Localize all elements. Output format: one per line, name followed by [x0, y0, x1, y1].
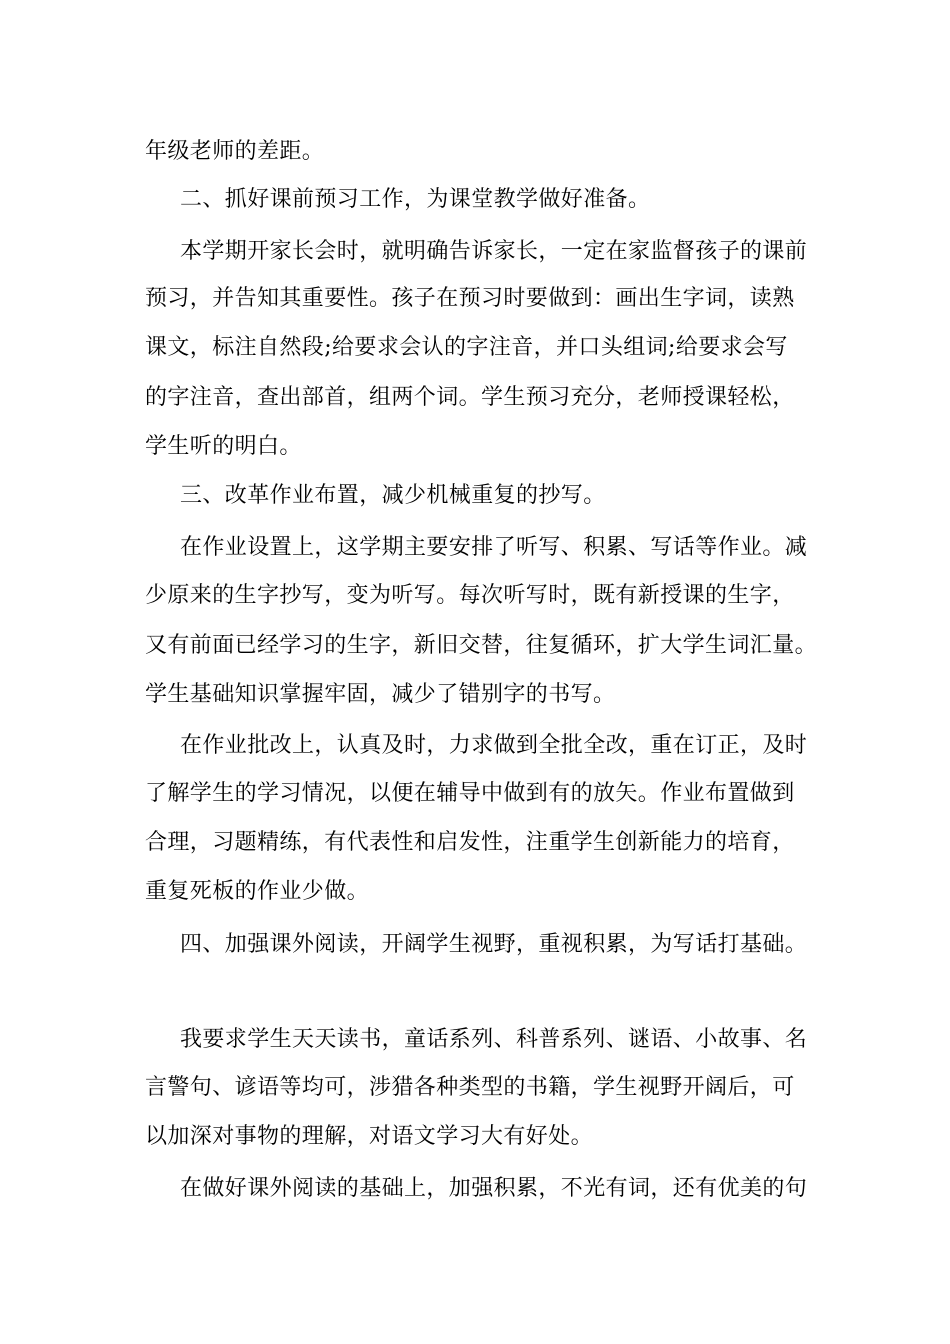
text-line-16: 重复死板的作业少做。 — [145, 879, 370, 904]
section-heading-3: 三、改革作业布置，减少机械重复的抄写。 — [180, 483, 606, 508]
text-line-4: 预习，并告知其重要性。孩子在预习时要做到：画出生字词，读熟 — [145, 286, 795, 311]
text-line-19: 言警句、谚语等均可，涉猎各种类型的书籍，学生视野开阔后，可 — [145, 1075, 795, 1100]
text-line-1: 年级老师的差距。 — [145, 139, 325, 164]
text-line-21: 在做好课外阅读的基础上，加强积累，不光有词，还有优美的句 — [180, 1176, 808, 1201]
text-line-5: 课文，标注自然段;给要求会认的字注音，并口头组词;给要求会写 — [145, 335, 788, 360]
text-line-20: 以加深对事物的理解，对语文学习大有好处。 — [145, 1124, 594, 1149]
text-line-11: 又有前面已经学习的生字，新旧交替，往复循环，扩大学生词汇量。 — [145, 633, 818, 658]
text-line-14: 了解学生的学习情况，以便在辅导中做到有的放矢。作业布置做到 — [145, 781, 795, 806]
text-line-7: 学生听的明白。 — [145, 434, 302, 459]
text-line-18: 我要求学生天天读书，童话系列、科普系列、谜语、小故事、名 — [180, 1027, 808, 1052]
text-line-15: 合理，习题精练，有代表性和启发性，注重学生创新能力的培育， — [145, 830, 795, 855]
text-line-13: 在作业批改上，认真及时，力求做到全批全改，重在订正，及时 — [180, 733, 808, 758]
text-line-12: 学生基础知识掌握牢固，减少了错别字的书写。 — [145, 682, 616, 707]
section-heading-2: 二、抓好课前预习工作，为课堂教学做好准备。 — [180, 187, 651, 212]
section-heading-4: 四、加强课外阅读，开阔学生视野，重视积累，为写话打基础。 — [180, 932, 808, 957]
text-line-3: 本学期开家长会时，就明确告诉家长，一定在家监督孩子的课前 — [180, 239, 808, 264]
text-line-9: 在作业设置上，这学期主要安排了听写、积累、写话等作业。减 — [180, 535, 808, 560]
text-line-10: 少原来的生字抄写，变为听写。每次听写时，既有新授课的生字， — [145, 583, 795, 608]
text-line-6: 的字注音，查出部首，组两个词。学生预习充分，老师授课轻松， — [145, 385, 795, 410]
